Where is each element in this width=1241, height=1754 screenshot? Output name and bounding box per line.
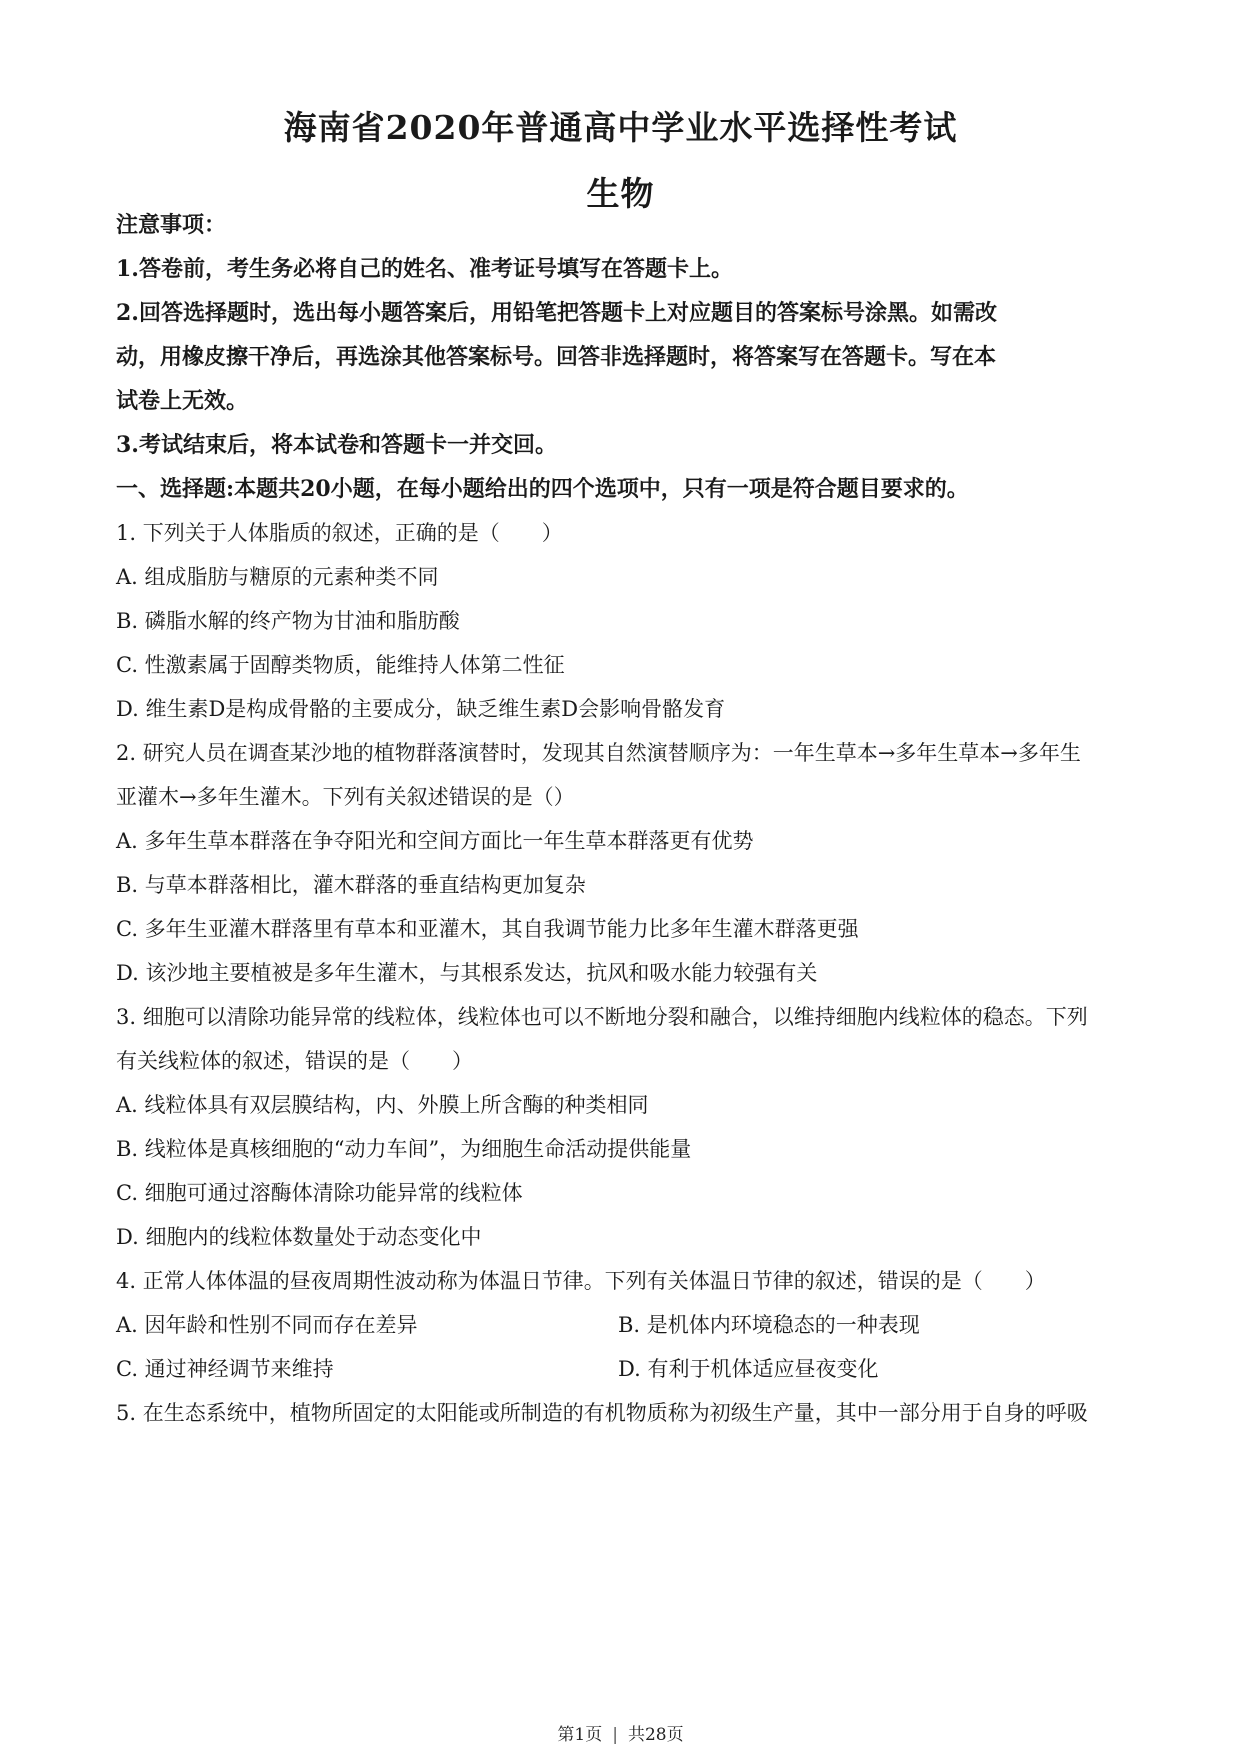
q3-option-b: B. 线粒体是真核细胞的“动力车间”，为细胞生命活动提供能量 [116,1137,692,1161]
page-number: 第1页 [557,1725,603,1745]
q3-stem-line-1: 3. 细胞可以清除功能异常的线粒体，线粒体也可以不断地分裂和融合，以维持细胞内线粒体的稳态。下列 [116,1005,1088,1029]
exam-subject: 生物 [586,174,655,213]
exam-title: 海南省2020年普通高中学业水平选择性考试 [283,108,958,147]
q3-option-a: A. 线粒体具有双层膜结构，内、外膜上所含酶的种类相同 [116,1093,649,1117]
section-heading: 一、选择题:本题共20小题，在每小题给出的四个选项中，只有一项是符合题目要求的。 [116,476,969,502]
q5-stem-line-1: 5. 在生态系统中，植物所固定的太阳能或所制造的有机物质称为初级生产量，其中一部分用于自身的呼吸 [116,1401,1088,1425]
q3-option-d: D. 细胞内的线粒体数量处于动态变化中 [116,1225,482,1249]
q2-option-b: B. 与草本群落相比，灌木群落的垂直结构更加复杂 [116,873,586,897]
footer-separator: | [612,1725,618,1745]
q2-option-d: D. 该沙地主要植被是多年生灌木，与其根系发达，抗风和吸水能力较强有关 [116,961,818,985]
q1-option-a: A. 组成脂肪与糖原的元素种类不同 [116,565,439,589]
q1-option-d: D. 维生素D是构成骨骼的主要成分，缺乏维生素D会影响骨骼发育 [116,697,726,721]
q3-option-c: C. 细胞可通过溶酶体清除功能异常的线粒体 [116,1181,523,1205]
q4-option-c: C. 通过神经调节来维持 [116,1357,334,1381]
q2-stem-line-1: 2. 研究人员在调查某沙地的植物群落演替时，发现其自然演替顺序为：一年生草本→多年生草本→多年生 [116,741,1081,765]
q3-stem-line-2: 有关线粒体的叙述，错误的是（ ） [116,1049,473,1073]
notice-item-2-line-1: 2.回答选择题时，选出每小题答案后，用铅笔把答题卡上对应题目的答案标号涂黑。如需改 [116,300,997,326]
q1-option-c: C. 性激素属于固醇类物质，能维持人体第二性征 [116,653,565,677]
notice-item-2-line-2: 动，用橡皮擦干净后，再选涂其他答案标号。回答非选择题时，将答案写在答题卡。写在本 [116,344,997,370]
notice-item-3: 3.考试结束后，将本试卷和答题卡一并交回。 [116,432,557,458]
page-total: 共28页 [627,1725,684,1745]
q2-option-a: A. 多年生草本群落在争夺阳光和空间方面比一年生草本群落更有优势 [116,829,754,853]
q2-stem-line-2: 亚灌木→多年生灌木。下列有关叙述错误的是（） [116,785,575,809]
q4-option-b: B. 是机体内环境稳态的一种表现 [618,1313,920,1337]
q1-option-b: B. 磷脂水解的终产物为甘油和脂肪酸 [116,609,460,633]
notice-item-1: 1.答卷前，考生务必将自己的姓名、准考证号填写在答题卡上。 [116,256,733,282]
q4-option-a: A. 因年龄和性别不同而存在差异 [116,1313,418,1337]
q4-stem: 4. 正常人体体温的昼夜周期性波动称为体温日节律。下列有关体温日节律的叙述，错误的是（ ） [116,1269,1046,1293]
q4-option-d: D. 有利于机体适应昼夜变化 [618,1357,879,1381]
q1-stem: 1. 下列关于人体脂质的叙述，正确的是（ ） [116,521,563,545]
notice-heading: 注意事项： [116,212,227,238]
page-footer [0,1720,1241,1745]
q2-option-c: C. 多年生亚灌木群落里有草本和亚灌木，其自我调节能力比多年生灌木群落更强 [116,917,859,941]
notice-item-2-line-3: 试卷上无效。 [116,388,249,414]
